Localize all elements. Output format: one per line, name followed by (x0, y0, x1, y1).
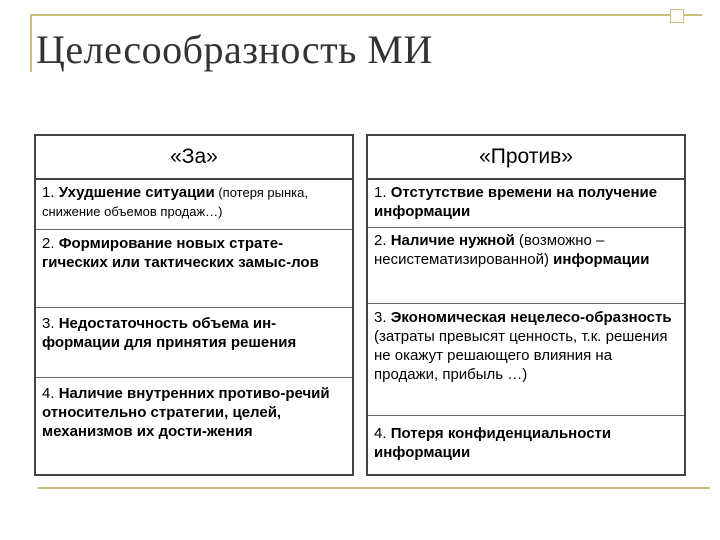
pros-item-2-bold: Формирование новых страте-гических или тактических замыс-лов (42, 235, 319, 271)
pros-header: «За» (36, 136, 352, 180)
cons-item-2-bold2: информации (553, 251, 650, 268)
pros-item-2-num: 2. (42, 235, 59, 252)
cons-item-1 (368, 180, 684, 228)
pros-item-3 (36, 308, 352, 378)
decorative-left-line (30, 14, 32, 72)
pros-item-4 (36, 378, 352, 472)
cons-table (366, 134, 686, 476)
pros-item-1-rest: (потеря рынка, снижение объемов продаж…) (42, 185, 309, 219)
cons-item-2 (368, 228, 684, 304)
pros-item-1-bold: Ухудшение ситуации (58, 184, 215, 201)
pros-table (34, 134, 354, 476)
pros-item-1-num: 1. (42, 184, 59, 201)
cons-item-3 (368, 304, 684, 416)
cons-item-4-bold: Потеря конфиденциальности информации (374, 425, 612, 461)
slide-title: Целесообразность МИ (36, 27, 433, 72)
cons-item-3-bold: Экономическая нецелесо-образность (390, 309, 672, 326)
cons-item-2-num: 2. (374, 232, 391, 249)
cons-item-3-num: 3. (374, 309, 391, 326)
cons-item-1-num: 1. (374, 184, 391, 201)
pros-item-3-num: 3. (42, 315, 59, 332)
pros-item-4-num: 4. (42, 385, 59, 402)
cons-item-2-bold: Наличие нужной (390, 232, 515, 249)
cons-item-2-rest: (возможно – несистематизированной) (374, 232, 605, 268)
decorative-square (670, 9, 684, 23)
cons-item-4 (368, 416, 684, 474)
pros-item-3-bold: Недостаточность объема ин-формации для принятия решения (42, 315, 297, 351)
cons-item-1-bold: Отстутствие времени на получение информации (374, 184, 658, 220)
decorative-top-line (30, 14, 702, 16)
pros-item-4-bold: Наличие внутренних противо-речий относительно стратегии, целей, механизмов их дости-жения (42, 385, 330, 440)
pros-item-1 (36, 180, 352, 230)
cons-header: «Против» (368, 136, 684, 180)
cons-item-4-num: 4. (374, 425, 391, 442)
cons-item-3-rest: (затраты превысят ценность, т.к. решения не окажут решающего влияния на продажи, прибыль …) (374, 328, 668, 383)
pros-item-2 (36, 230, 352, 308)
decorative-bottom-line (38, 487, 710, 489)
